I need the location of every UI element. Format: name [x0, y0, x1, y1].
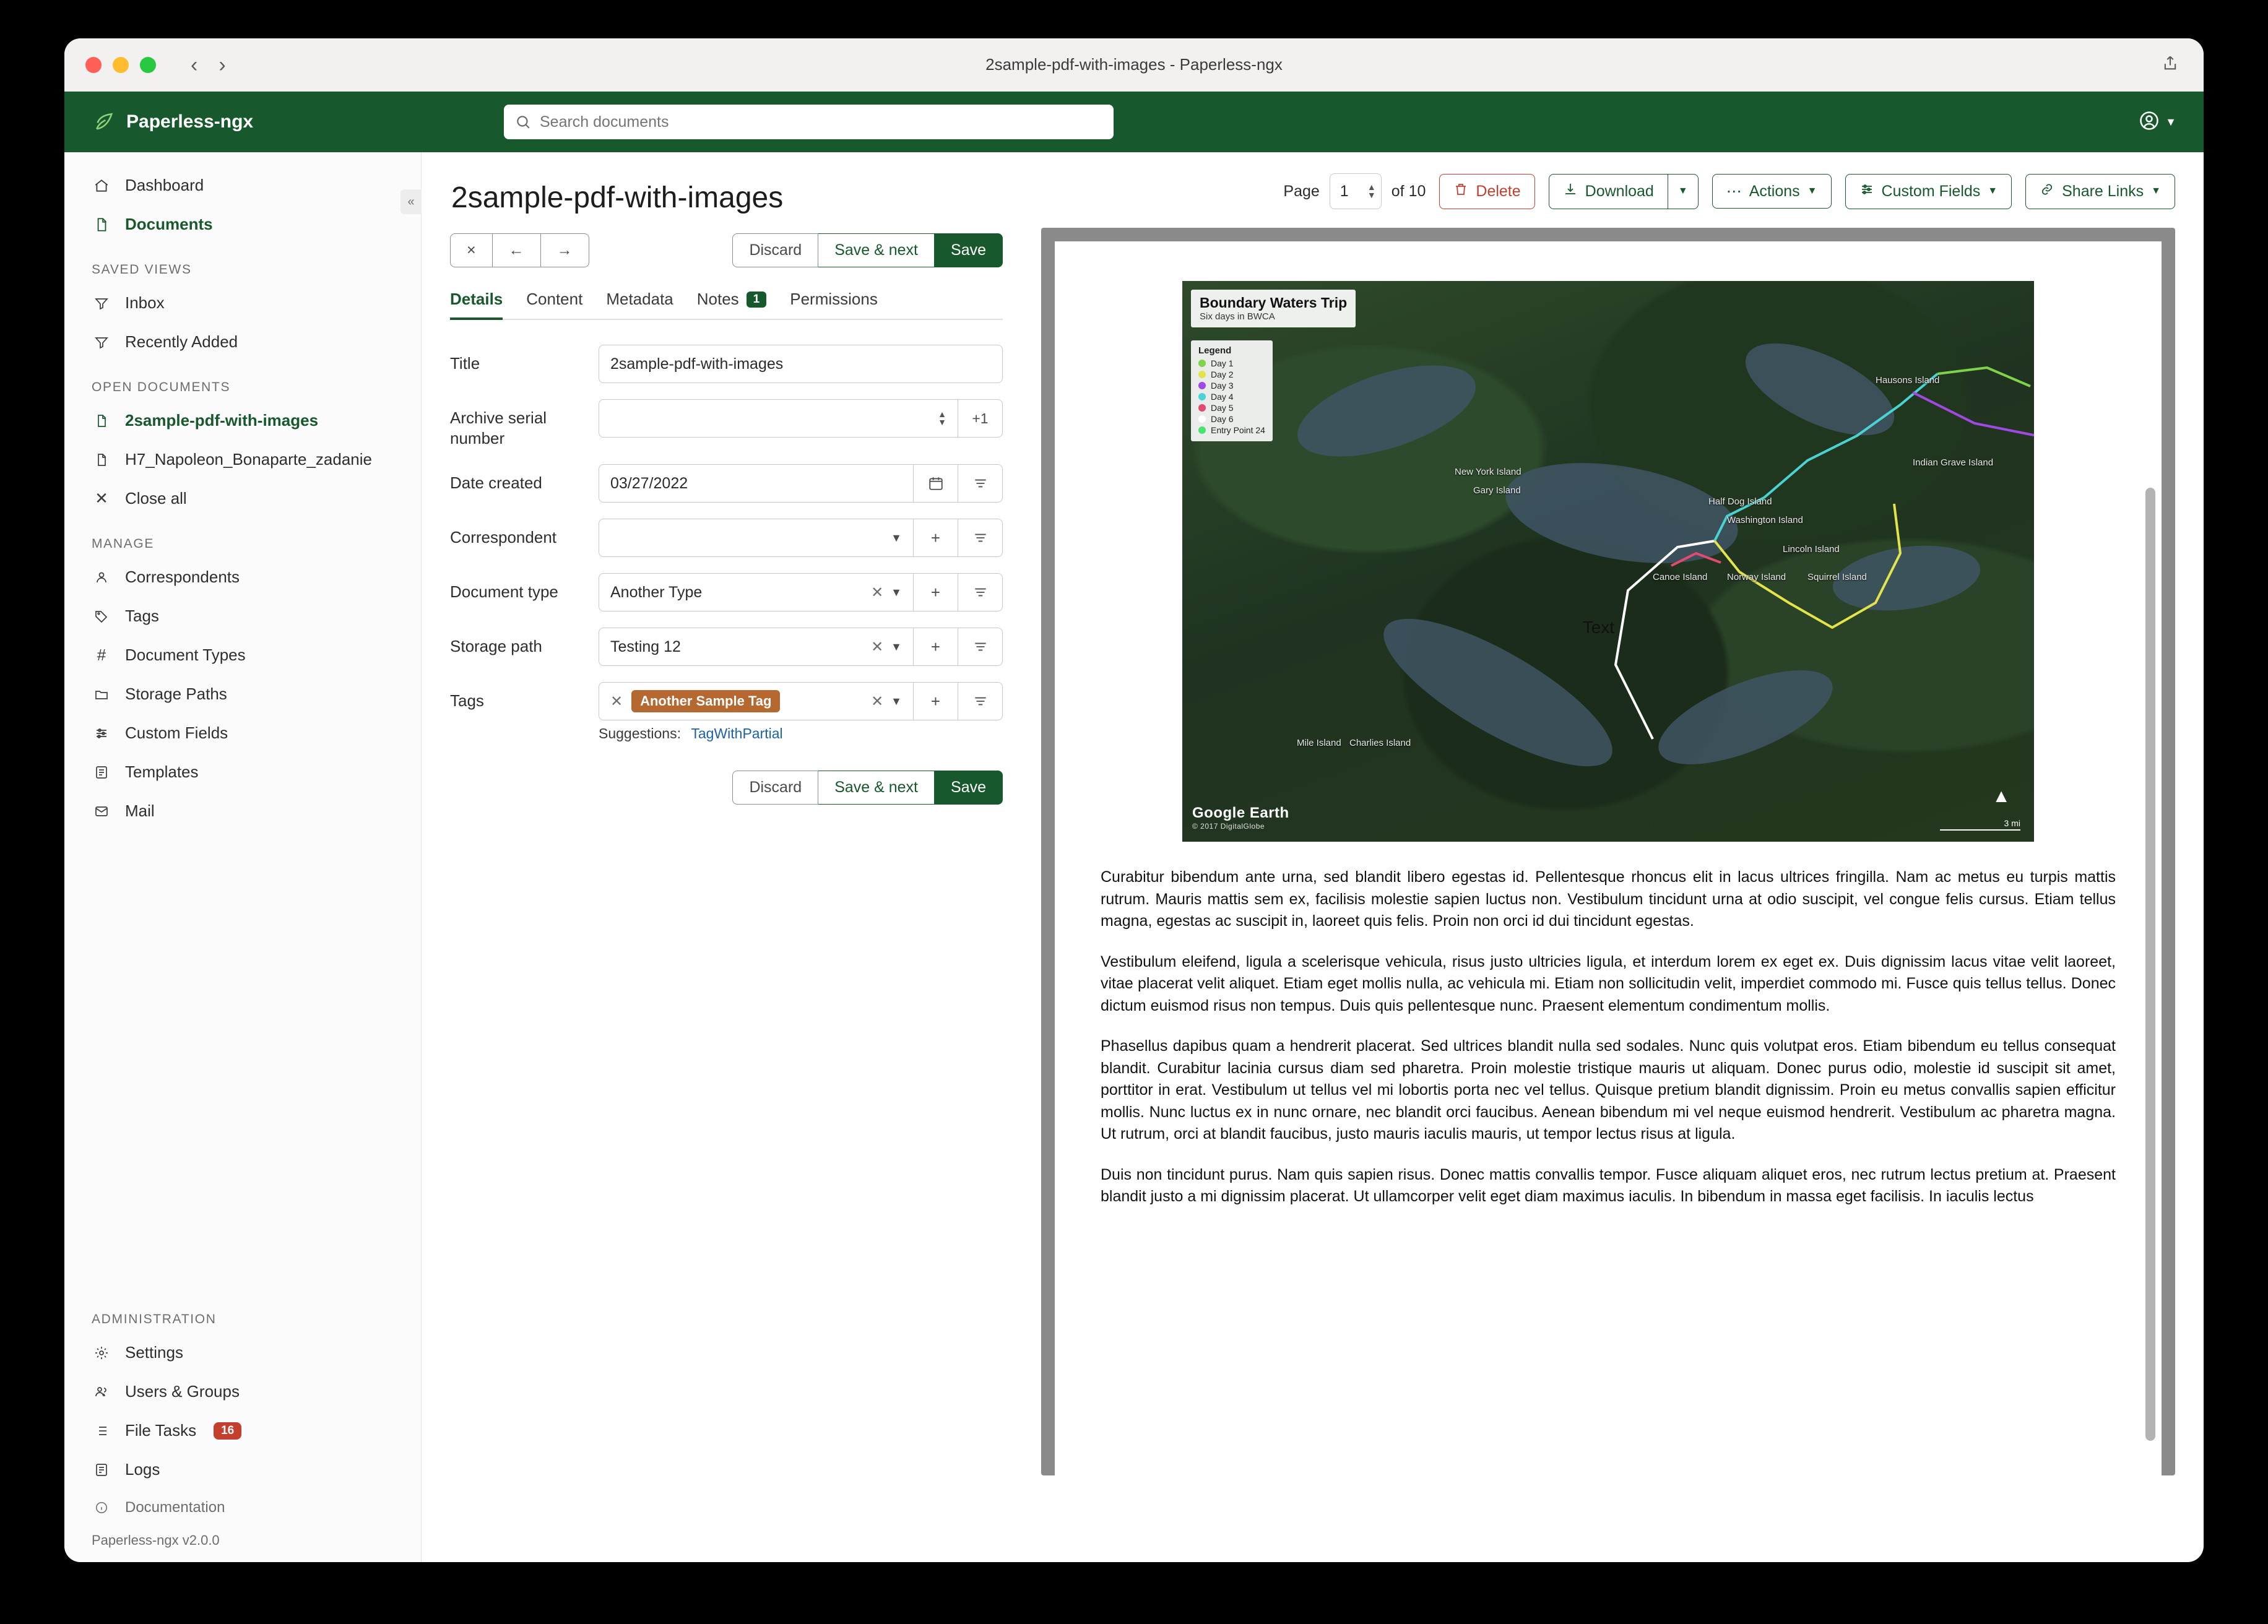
- delete-label: Delete: [1476, 182, 1521, 200]
- map-route-overlay: [1182, 281, 2034, 842]
- share-links-label: Share Links: [2062, 182, 2144, 200]
- remove-tag-icon[interactable]: ✕: [610, 693, 623, 710]
- map-center-text: Text: [1582, 617, 1615, 637]
- sidebar-item-label: File Tasks: [125, 1421, 197, 1440]
- title-value: 2sample-pdf-with-images: [610, 355, 784, 373]
- sidebar-item-label: Correspondents: [125, 568, 240, 586]
- tab-metadata[interactable]: [606, 290, 673, 319]
- page-title: 2sample-pdf-with-images: [451, 181, 784, 214]
- tag-suggestions: [599, 725, 1003, 742]
- document-editor-pane: [422, 152, 1031, 1562]
- legend-label: Day 3: [1211, 381, 1234, 391]
- document-type-value: Another Type: [610, 583, 703, 601]
- chevron-down-icon: ▼: [2151, 186, 2161, 196]
- document-preview-pane: [1031, 152, 2204, 1562]
- page-label: Page: [1283, 182, 1320, 200]
- map-attribution-label: Google Earth: [1192, 805, 1289, 821]
- editor-nav-buttons[interactable]: [450, 233, 589, 267]
- clear-storage-path-icon[interactable]: ✕: [871, 638, 884, 655]
- download-icon: [1563, 182, 1578, 201]
- chevron-down-icon: ▼: [1988, 186, 1998, 196]
- asn-input[interactable]: [599, 399, 958, 438]
- sidebar-header-open-documents: OPEN DOCUMENTS: [92, 380, 231, 394]
- map-subtitle: Six days in BWCA: [1200, 311, 1275, 322]
- sidebar-collapse-button[interactable]: «: [400, 189, 422, 214]
- document-paragraph: Vestibulum eleifend, ligula a scelerisque vehicula, risus justo ultricies ligula, et interdum lorem ex eget ex. Duis dignissim lacus vitae velit laoreet, vitae placerat velit aliquet. Etiam eget mollis nulla, ac vehicula mi. Etiam non sollicitudin velit, imperdiet commodo mi. Fusce quis tellus tellus. Donec dictum euismod risus non tempus. Duis quis pellentesque nunc. Praesent elementum condimentum mollis.: [1101, 952, 2116, 1014]
- brand-name: Paperless-ngx: [126, 111, 254, 132]
- user-avatar-icon: [2138, 110, 2160, 135]
- sidebar-item-document-types[interactable]: [64, 636, 421, 675]
- sidebar-item-label: Logs: [125, 1460, 160, 1479]
- map-place-label: Half Dog Island: [1708, 496, 1772, 507]
- sidebar-item-label: Close all: [125, 489, 187, 508]
- tab-label: Content: [526, 290, 583, 308]
- map-title: Boundary Waters Trip: [1200, 295, 1348, 311]
- field-archive-serial-number: [450, 399, 1003, 448]
- map-place-label: Hausons Island: [1876, 375, 1940, 386]
- sidebar-header-saved-views: SAVED VIEWS: [92, 262, 192, 277]
- page-navigation: [1283, 173, 1426, 209]
- legend-label: Entry Point 24: [1211, 425, 1265, 435]
- sidebar-footer: [64, 1294, 421, 1548]
- chevron-down-icon: ▼: [1677, 186, 1688, 196]
- app-version: Paperless-ngx v2.0.0: [92, 1532, 220, 1548]
- funnel-icon: [92, 296, 111, 311]
- page-total-label: of 10: [1391, 182, 1426, 200]
- tab-label: Metadata: [606, 290, 673, 308]
- add-storage-path-button[interactable]: +: [914, 628, 958, 666]
- clear-document-type-icon[interactable]: ✕: [871, 584, 884, 601]
- sidebar-header-administration: ADMINISTRATION: [92, 1312, 217, 1326]
- forward-icon[interactable]: ›: [219, 53, 226, 77]
- save-and-next-button[interactable]: Save & next: [818, 233, 935, 267]
- editor-toolbar: [450, 233, 1003, 267]
- sidebar-item-documentation[interactable]: [64, 1489, 421, 1526]
- download-button[interactable]: [1549, 174, 1668, 209]
- sidebar-item-custom-fields[interactable]: [64, 714, 421, 753]
- correspondent-filter-icon[interactable]: [958, 519, 1003, 557]
- tags-select[interactable]: [599, 682, 914, 720]
- next-document-button[interactable]: →: [541, 233, 589, 267]
- home-icon: [92, 178, 111, 194]
- editor-save-buttons-top[interactable]: [732, 233, 1003, 267]
- user-menu[interactable]: [2138, 110, 2176, 135]
- sidebar-item-users-groups[interactable]: [64, 1372, 421, 1411]
- map-place-label: Indian Grave Island: [1913, 457, 1994, 468]
- save-button-bottom[interactable]: Save: [935, 771, 1003, 805]
- correspondent-select[interactable]: [599, 519, 914, 557]
- tab-label: Notes: [696, 290, 739, 308]
- file-icon: [92, 413, 111, 428]
- discard-button-bottom[interactable]: Discard: [732, 771, 818, 805]
- document-map-image: [1182, 281, 2034, 842]
- map-place-label: Squirrel Island: [1807, 572, 1867, 582]
- legend-label: Day 4: [1211, 392, 1234, 402]
- app-window: [64, 38, 2204, 1562]
- tag-chip[interactable]: Another Sample Tag: [631, 690, 780, 712]
- document-paragraph: Curabitur bibendum ante urna, sed blandit libero egestas id. Pellentesque rhoncus elit in lacus ultrices fringilla. Nam ac metus eu turpis mattis rutrum. Mauris mattis sem ex, facilisis molestie sapien luctus non. Vestibulum tincidunt urna at odio suscipit, vel congue felis cursus. Etiam tellus magna, egestas ac suscipit in, laoreet quis felis. Proin non orci id dui tincidunt egestas.: [1101, 868, 2116, 930]
- sidebar-item-label: Documents: [125, 215, 213, 233]
- search-input[interactable]: [539, 113, 1102, 132]
- sidebar-item-label: Custom Fields: [125, 723, 228, 742]
- map-legend: [1191, 340, 1273, 441]
- share-icon[interactable]: [2162, 54, 2179, 75]
- field-date-created: [450, 464, 1003, 503]
- list-icon: [92, 1423, 111, 1438]
- tags-filter-icon[interactable]: [958, 682, 1003, 720]
- map-place-label: Charlies Island: [1349, 738, 1411, 748]
- discard-button[interactable]: Discard: [732, 233, 818, 267]
- template-icon: [92, 765, 111, 780]
- person-icon: [92, 570, 111, 585]
- map-place-label: Lincoln Island: [1783, 544, 1840, 555]
- download-label: Download: [1585, 182, 1654, 200]
- map-place-label: Washington Island: [1727, 515, 1803, 525]
- legend-label: Day 6: [1211, 414, 1234, 424]
- hash-icon: #: [97, 646, 106, 664]
- suggestions-label: Suggestions:: [599, 725, 681, 741]
- field-label: Title: [450, 354, 480, 373]
- field-storage-path: [450, 628, 1003, 666]
- search-icon: [515, 114, 531, 130]
- map-attribution: [1192, 805, 1289, 831]
- legend-title: Legend: [1198, 345, 1232, 356]
- pdf-viewer[interactable]: [1041, 228, 2175, 1475]
- sidebar-item-logs[interactable]: [64, 1450, 421, 1489]
- window-title: 2sample-pdf-with-images - Paperless-ngx: [985, 55, 1283, 74]
- legend-label: Day 1: [1211, 358, 1234, 368]
- mail-icon: [92, 804, 111, 819]
- sidebar-item-correspondents[interactable]: [64, 558, 421, 597]
- document-type-select[interactable]: [599, 573, 914, 611]
- date-created-value: 03/27/2022: [610, 474, 688, 492]
- custom-fields-label: Custom Fields: [1881, 182, 1981, 200]
- delete-button[interactable]: [1439, 174, 1534, 209]
- sidebar-item-tags[interactable]: [64, 597, 421, 636]
- tab-notes[interactable]: [697, 290, 767, 319]
- sidebar-item-label: Tags: [125, 607, 159, 625]
- sidebar-item-inbox[interactable]: [64, 283, 421, 322]
- map-place-label: New York Island: [1455, 467, 1521, 477]
- folder-icon: [92, 687, 111, 702]
- tab-details[interactable]: [450, 290, 503, 319]
- sidebar-item-open-doc-1[interactable]: [64, 401, 421, 440]
- editor-save-buttons-bottom[interactable]: [732, 771, 1003, 805]
- tab-label: Permissions: [790, 290, 878, 308]
- sidebar-item-documents[interactable]: [64, 205, 421, 244]
- map-attribution-sub: © 2017 DigitalGlobe: [1192, 822, 1265, 831]
- add-document-type-button[interactable]: +: [914, 573, 958, 611]
- sidebar-item-label: 2sample-pdf-with-images: [125, 411, 319, 430]
- editor-tabs: [450, 290, 1003, 320]
- file-icon: [92, 452, 111, 467]
- previous-document-button[interactable]: ←: [493, 233, 541, 267]
- sidebar-item-label: Document Types: [125, 646, 246, 664]
- map-title-box: [1191, 290, 1356, 327]
- trash-icon: [1453, 182, 1468, 201]
- tab-permissions[interactable]: [790, 290, 878, 319]
- sidebar-item-close-all[interactable]: [64, 479, 421, 518]
- chevron-down-icon: ▼: [1807, 186, 1817, 196]
- sidebar-item-label: Dashboard: [125, 176, 204, 194]
- sidebar-item-label: Recently Added: [125, 332, 238, 351]
- sidebar-item-recently-added[interactable]: [64, 322, 421, 361]
- legend-label: Day 5: [1211, 403, 1234, 413]
- close-document-button[interactable]: ×: [450, 233, 493, 267]
- field-correspondent: [450, 519, 1003, 557]
- editor-save-buttons-bottom-row: [450, 771, 1003, 805]
- storage-path-filter-icon[interactable]: [958, 628, 1003, 666]
- title-input[interactable]: [599, 345, 1003, 383]
- asn-stepper[interactable]: ▲ ▼: [938, 409, 946, 427]
- back-icon[interactable]: ‹: [191, 53, 198, 77]
- log-icon: [92, 1462, 111, 1477]
- calendar-icon[interactable]: [914, 464, 958, 503]
- window-titlebar: [64, 38, 2204, 92]
- sidebar-item-dashboard[interactable]: [64, 166, 421, 205]
- legend-label: Day 2: [1211, 369, 1234, 379]
- sidebar-header-manage: MANAGE: [92, 537, 155, 551]
- field-document-type: [450, 573, 1003, 611]
- compass-icon: ▲: [1992, 786, 2010, 806]
- sidebar-item-file-tasks[interactable]: [64, 1411, 421, 1450]
- app-body: [64, 152, 2204, 1562]
- chevron-down-icon: ▼: [891, 531, 902, 544]
- page-number-value: 1: [1340, 182, 1349, 200]
- field-title: [450, 345, 1003, 383]
- date-created-filter-icon[interactable]: [958, 464, 1003, 503]
- document-paragraph: Duis non tincidunt purus. Nam quis sapien risus. Donec mattis convallis tempor. Fusce aliquam aliquet eros, nec rutrum lectus pretium at. Praesent blandit justo a mi dignissim placerat. Ut ullamcorper velit eget diam maximus iaculis. In bibendum in massa eget facilisis. In iaculis lectus: [1101, 1165, 2116, 1205]
- save-and-next-button-bottom[interactable]: Save & next: [818, 771, 935, 805]
- download-options-button[interactable]: [1668, 174, 1699, 209]
- pdf-scrollbar[interactable]: [2145, 488, 2155, 1441]
- add-correspondent-button[interactable]: +: [914, 519, 958, 557]
- map-place-label: Gary Island: [1473, 485, 1521, 496]
- sidebar-item-templates[interactable]: [64, 753, 421, 792]
- storage-path-value: Testing 12: [610, 637, 681, 655]
- brand[interactable]: [94, 111, 253, 132]
- preview-toolbar: [1041, 173, 2175, 228]
- suggestion-tag-link[interactable]: TagWithPartial: [691, 725, 783, 741]
- storage-path-select[interactable]: [599, 628, 914, 666]
- sidebar: [64, 152, 422, 1562]
- documents-icon: [92, 217, 111, 233]
- field-label: Tags: [450, 691, 484, 710]
- chevron-down-icon: ▼: [891, 640, 902, 653]
- ellipsis-icon: ⋯: [1726, 183, 1742, 200]
- users-icon: [92, 1384, 111, 1399]
- funnel-icon: [92, 335, 111, 350]
- custom-fields-button[interactable]: [1845, 174, 2012, 209]
- map-scale-bar: 3 mi: [1940, 818, 2020, 831]
- field-label: Archive serial number: [450, 408, 547, 447]
- sidebar-item-label: Mail: [125, 801, 155, 820]
- sidebar-item-label: Documentation: [125, 1499, 225, 1516]
- sidebar-item-label: Users & Groups: [125, 1382, 240, 1401]
- sidebar-item-storage-paths[interactable]: [64, 675, 421, 714]
- map-place-label: Norway Island: [1727, 572, 1786, 582]
- paperless-logo-icon: [94, 111, 115, 132]
- gear-icon: [92, 1345, 111, 1360]
- sidebar-item-label: Storage Paths: [125, 685, 227, 703]
- chevron-down-icon: ▼: [891, 585, 902, 598]
- link-icon: [2040, 182, 2054, 201]
- page-stepper[interactable]: ▲ ▼: [1367, 182, 1376, 200]
- field-tags: [450, 682, 1003, 720]
- date-created-input[interactable]: [599, 464, 914, 503]
- close-icon: ✕: [95, 489, 108, 508]
- sidebar-item-label: H7_Napoleon_Bonaparte_zadanie: [125, 450, 372, 469]
- actions-label: Actions: [1749, 182, 1800, 200]
- sliders-icon: [1859, 182, 1874, 201]
- actions-button[interactable]: [1712, 174, 1832, 209]
- document-type-filter-icon[interactable]: [958, 573, 1003, 611]
- sidebar-item-settings[interactable]: [64, 1333, 421, 1372]
- sliders-icon: [92, 726, 111, 741]
- field-label: Storage path: [450, 637, 542, 655]
- info-icon: [92, 1501, 111, 1514]
- sidebar-item-label: Settings: [125, 1343, 183, 1362]
- document-paragraph: Phasellus dapibus quam a hendrerit placerat. Sed ultrices blandit nulla sed sodales. Nunc quis volutpat eros. Etiam bibendum eu tellus consequat blandit. Curabitur lacinia cursus diam sed pharetra. Proin molestie tristique mauris ut aliquam. Donec purus odio, molestie id suscipit sit amet, porttitor in erat. Vestibulum ut tellus vel mi lobortis porta nec vel tellus. Quisque pretium blandit dignissim. Proin eu metus convallis sapien efficitur mollis. Nunc luctus ex in nunc ornare, nec blandit orci faucibus. Aenean bibendum mi vel neque euismod hendrerit. Vestibulum ac pharetra magna. Ut rutrum, orci at blandit faucibus, justo mauris iaculis mauris, ut tempor lectus risus at ligula.: [1101, 1037, 2116, 1142]
- sidebar-item-label: Templates: [125, 762, 199, 781]
- sidebar-item-label: Inbox: [125, 293, 165, 312]
- clear-tags-icon[interactable]: ✕: [871, 693, 884, 710]
- app-header: [64, 92, 2204, 152]
- field-label: Date created: [450, 473, 542, 492]
- tab-content[interactable]: [526, 290, 582, 319]
- pdf-page: [1055, 241, 2162, 1475]
- search-box[interactable]: [504, 105, 1114, 139]
- map-place-label: Canoe Island: [1653, 572, 1708, 582]
- notes-count-badge: 1: [747, 292, 767, 308]
- page-number-input[interactable]: [1330, 173, 1382, 209]
- chevron-down-icon: ▼: [2165, 115, 2176, 128]
- file-tasks-badge: 16: [214, 1422, 241, 1440]
- field-label: Correspondent: [450, 528, 556, 546]
- asn-increment-button[interactable]: +1: [958, 399, 1003, 438]
- share-links-button[interactable]: [2025, 174, 2175, 209]
- tab-label: Details: [450, 290, 503, 308]
- add-tag-button[interactable]: +: [914, 682, 958, 720]
- save-button[interactable]: Save: [935, 233, 1003, 267]
- sidebar-item-mail[interactable]: [64, 792, 421, 831]
- tag-icon: [92, 609, 111, 624]
- sidebar-item-open-doc-2[interactable]: [64, 440, 421, 479]
- map-place-label: Mile Island: [1297, 738, 1341, 748]
- chevron-down-icon: ▼: [891, 694, 902, 707]
- field-label: Document type: [450, 582, 558, 601]
